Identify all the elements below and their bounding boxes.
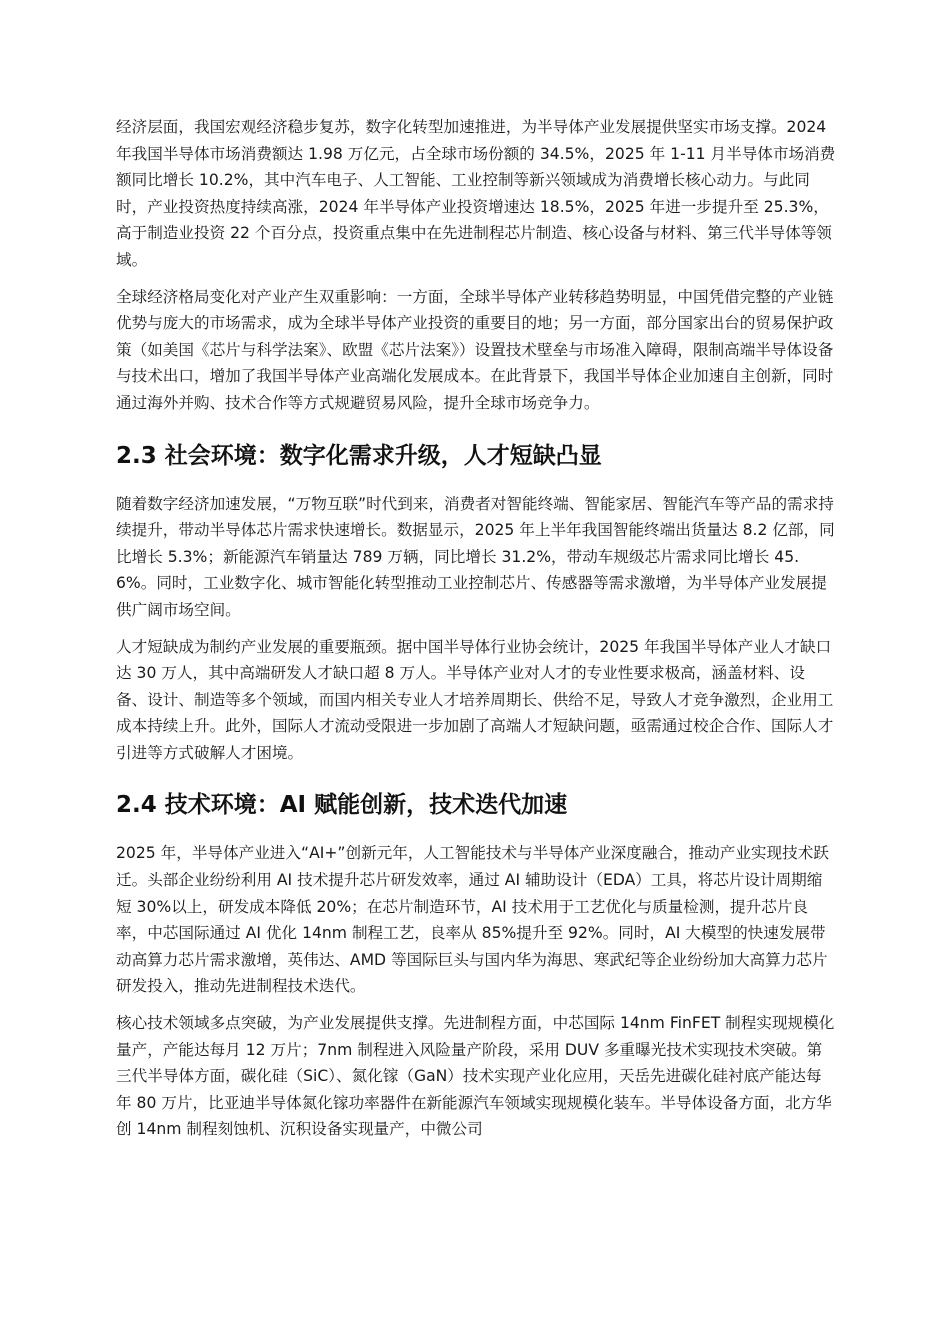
paragraph-core-tech: 核心技术领域多点突破，为产业发展提供支撑。先进制程方面，中芯国际 14nm FinFET 制程实现规模化量产，产能达每月 12 万片；7nm 制程进入风险量产阶段，采用 DUV 多重曝光技术实现技术突破。第三代半导体方面，碳化硅（SiC）、氮化镓（GaN）技术实现产业化应用，天岳先进碳化硅衬底产能达每年 80 万片，比亚迪半导体氮化镓功率器件在新能源汽车领域实现规模化装车。半导体设备方面，北方华创 14nm 制程刻蚀机、沉积设备实现量产，中微公司 [116,1014,835,1139]
paragraph-economy: 经济层面，我国宏观经济稳步复苏，数字化转型加速推进，为半导体产业发展提供坚实市场支撑。2024 年我国半导体市场消费额达 1.98 万亿元，占全球市场份额的 34.5%，2025 年 1-11 月半导体市场消费额同比增长 10.2%，其中汽车电子、人工智能、工业控制等新兴领域成为消费增长核心动力。与此同时，产业投资热度持续高涨，2024 年半导体产业投资增速达 18.5%，2025 年进一步提升至 25.3%，高于制造业投资 22 个百分点，投资重点集中在先进制程芯片制造、核心设备与材料、第三代半导体等领域。 [116,118,836,269]
section-heading-2-4: 2.4 技术环境：AI 赋能创新，技术迭代加速 [116,792,568,819]
paragraph-talent-shortage: 人才短缺成为制约产业发展的重要瓶颈。据中国半导体行业协会统计，2025 年我国半导体产业人才缺口达 30 万人，其中高端研发人才缺口超 8 万人。半导体产业对人才的专业性要求极高，涵盖材料、设备、设计、制造等多个领域，而国内相关专业人才培养周期长、供给不足，导致人才竞争激烈，企业用工成本持续上升。此外，国际人才流动受限进一步加剧了高端人才短缺问题，亟需通过校企合作、国际人才引进等方式破解人才困境。 [116,637,834,762]
paragraph-global-economy: 全球经济格局变化对产业产生双重影响：一方面，全球半导体产业转移趋势明显，中国凭借完整的产业链优势与庞大的市场需求，成为全球半导体产业投资的重要目的地；另一方面，部分国家出台的贸易保护政策（如美国《芯片与科学法案》、欧盟《芯片法案》）设置技术壁垒与市场准入障碍，限制高端半导体设备与技术出口，增加了我国半导体产业高端化发展成本。在此背景下，我国半导体企业加速自主创新，同时通过海外并购、技术合作等方式规避贸易风险，提升全球市场竞争力。 [116,287,834,412]
section-heading-2-3: 2.3 社会环境：数字化需求升级，人才短缺凸显 [116,442,602,469]
document-page [116,114,836,1153]
paragraph-digital-demand: 随着数字经济加速发展，“万物互联”时代到来，消费者对智能终端、智能家居、智能汽车等产品的需求持续提升，带动半导体芯片需求快速增长。数据显示，2025 年上半年我国智能终端出货量达 8.2 亿部，同比增长 5.3%；新能源汽车销量达 789 万辆，同比增长 31.2%，带动车规级芯片需求同比增长 45.6%。同时，工业数字化、城市智能化转型推动工业控制芯片、传感器等需求激增，为半导体产业发展提供广阔市场空间。 [116,494,835,619]
paragraph-ai-innovation: 2025 年，半导体产业进入“AI+”创新元年，人工智能技术与半导体产业深度融合，推动产业实现技术跃迁。头部企业纷纷利用 AI 技术提升芯片研发效率，通过 AI 辅助设计（EDA）工具，将芯片设计周期缩短 30%以上，研发成本降低 20%；在芯片制造环节，AI 技术用于工艺优化与质量检测，提升芯片良率，中芯国际通过 AI 优化 14nm 制程工艺，良率从 85%提升至 92%。同时，AI 大模型的快速发展带动高算力芯片需求激增，英伟达、AMD 等国际巨头与国内华为海思、寒武纪等企业纷纷加大高算力芯片研发投入，推动先进制程技术迭代。 [116,844,829,996]
